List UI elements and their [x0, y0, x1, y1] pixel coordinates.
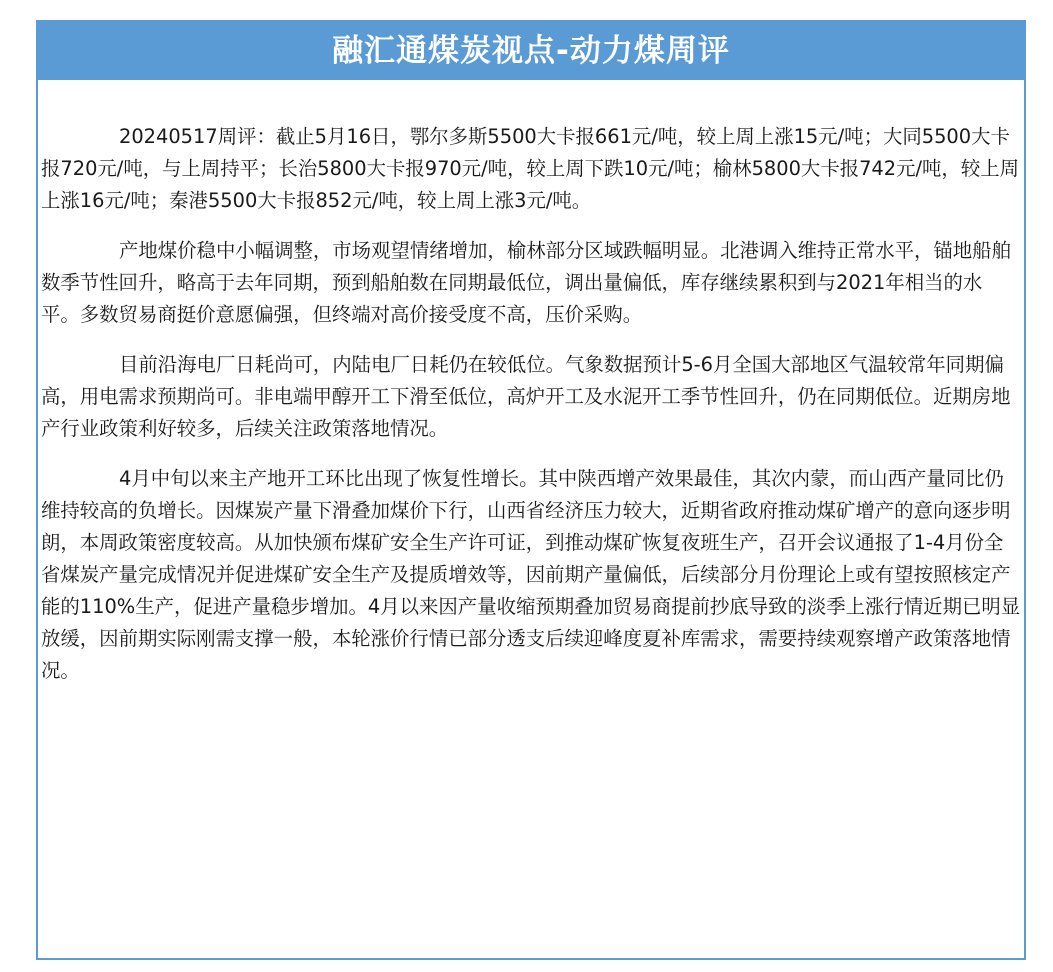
- paragraph-weekly-prices: 20240517周评：截止5月16日，鄂尔多斯5500大卡报661元/吨，较上周上涨15元/吨；大同5500大卡报720元/吨，与上周持平；长治5800大卡报970元/吨，较上周下跌10元/吨；榆林5800大卡报742元/吨，较上周上涨16元/吨；秦港5500大卡报852元/吨，较上周上涨3元/吨。: [41, 125, 1019, 212]
- commentary-panel: [36, 20, 1026, 960]
- page-title: 融汇通煤炭视点-动力煤周评: [332, 32, 730, 69]
- paragraph-supply-policy: 4月中旬以来主产地开工环比出现了恢复性增长。其中陕西增产效果最佳，其次内蒙，而山西产量同比仍维持较高的负增长。因煤炭产量下滑叠加煤价下行，山西省经济压力较大，近期省政府推动煤矿增产的意向逐步明朗，本周政策密度较高。从加快颁布煤矿安全生产许可证，到推动煤矿恢复夜班生产，召开会议通报了1-4月份全省煤炭产量完成情况并促进煤矿安全生产及提质增效等，因前期产量偏低，后续部分月份理论上或有望按照核定产能的110%生产，促进产量稳步增加。4月以来因产量收缩预期叠加贸易商提前抄底导致的淡季上涨行情近期已明显放缓，因前期实际刚需支撑一般，本轮涨价行情已部分透支后续迎峰度夏补库需求，需要持续观察增产政策落地情况。: [41, 467, 1021, 682]
- paragraph-demand: 目前沿海电厂日耗尚可，内陆电厂日耗仍在较低位。气象数据预计5-6月全国大部地区气温较常年同期偏高，用电需求预期尚可。非电端甲醇开工下滑至低位，高炉开工及水泥开工季节性回升，仍在同期低位。近期房地产行业政策利好较多，后续关注政策落地情况。: [41, 353, 1011, 440]
- paragraph-market-overview: 产地煤价稳中小幅调整，市场观望情绪增加，榆林部分区域跌幅明显。北港调入维持正常水平，锚地船舶数季节性回升，略高于去年同期，预到船舶数在同期最低位，调出量偏低，库存继续累积到与2021年相当的水平。多数贸易商挺价意愿偏强，但终端对高价接受度不高，压价采购。: [41, 239, 1011, 326]
- title-banner: [38, 22, 1024, 80]
- commentary-body: [41, 121, 1021, 705]
